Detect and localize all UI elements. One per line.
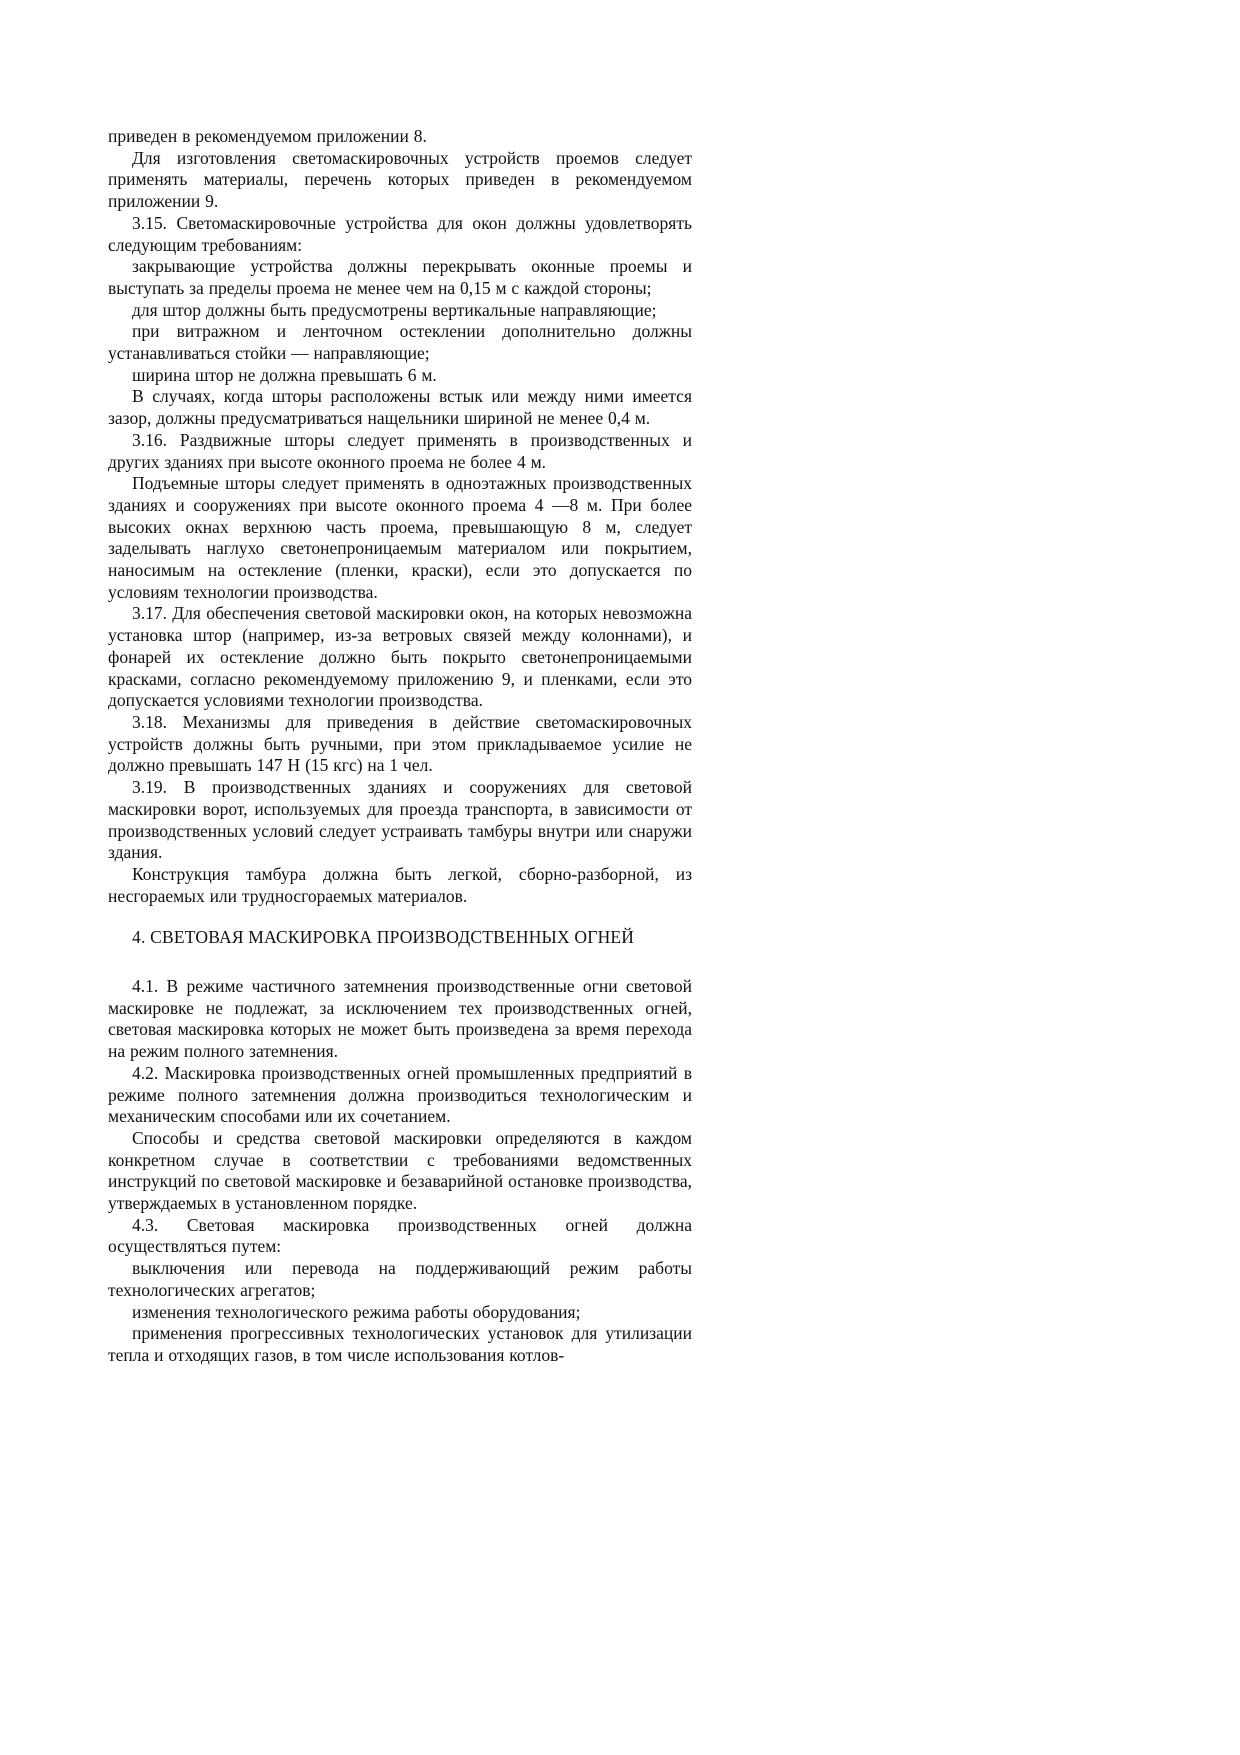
- paragraph: 3.19. В производственных зданиях и сооружениях для световой маскировки ворот, используемых для проезда транспорта, в зависимости от производственных условий следует устраивать тамбуры внутри или снаружи здания.: [108, 777, 692, 863]
- paragraph: 3.18. Механизмы для приведения в действие светомаскировочных устройств должны быть ручными, при этом прикладываемое усилие не должно превышать 147 Н (15 кгс) на 1 чел.: [108, 711, 692, 776]
- paragraph: ширина штор не должна превышать 6 м.: [132, 364, 437, 385]
- paragraph: при витражном и ленточном остеклении дополнительно должны устанавливаться стойки — направляющие;: [108, 321, 692, 364]
- paragraph: приведен в рекомендуемом приложении 8.: [108, 126, 427, 146]
- text-column: [108, 126, 692, 1367]
- paragraph: Конструкция тамбура должна быть легкой, сборно-разборной, из несгораемых или трудносгораемых материалов.: [108, 863, 692, 906]
- paragraph: В случаях, когда шторы расположены встык или между ними имеется зазор, должны предусматриваться нащельники шириной не менее 0,4 м.: [108, 386, 692, 429]
- paragraph: 4.1. В режиме частичного затемнения производственные огни световой маскировке не подлежат, за исключением тех производственных огней, световая маскировка которых не может быть произведена за время перехода на режим полного затемнения.: [108, 976, 692, 1062]
- paragraph: 3.17. Для обеспечения световой маскировки окон, на которых невозможна установка штор (например, из-за ветровых связей между колоннами), и фонарей их остекление должно быть покрыто светонепроницаемыми красками, согласно рекомендуемому приложению 9, и пленками, если это допускается условиями технологии производства.: [108, 603, 692, 711]
- paragraph: для штор должны быть предусмотрены вертикальные направляющие;: [132, 299, 657, 320]
- paragraph: 3.16. Раздвижные шторы следует применять в производственных и других зданиях при высоте оконного проема не более 4 м.: [108, 429, 692, 472]
- paragraph: применения прогрессивных технологических установок для утилизации тепла и отходящих газов, в том числе использования котлов-: [108, 1323, 692, 1365]
- section-heading: 4. СВЕТОВАЯ МАСКИРОВКА ПРОИЗВОДСТВЕННЫХ ОГНЕЙ: [132, 927, 635, 948]
- paragraph: Подъемные шторы следует применять в одноэтажных производственных зданиях и сооружениях при высоте оконного проема 4 —8 м. При более высоких окнах верхнюю часть проема, превышающую 8 м, следует заделывать наглухо светонепроницаемым материалом или покрытием, наносимым на остекление (пленки, краски), если это допускается по условиям технологии производства.: [108, 473, 692, 602]
- paragraph: Для изготовления светомаскировочных устройств проемов следует применять материалы, перечень которых приведен в рекомендуемом приложении 9.: [108, 147, 692, 212]
- paragraph: 3.15. Светомаскировочные устройства для окон должны удовлетворять следующим требованиям:: [108, 212, 692, 255]
- paragraph: 4.3. Световая маскировка производственных огней должна осуществляться путем:: [108, 1214, 692, 1257]
- paragraph: изменения технологического режима работы оборудования;: [132, 1301, 581, 1322]
- paragraph: закрывающие устройства должны перекрывать оконные проемы и выступать за пределы проема не менее чем на 0,15 м с каждой стороны;: [108, 256, 692, 298]
- paragraph: 4.2. Маскировка производственных огней промышленных предприятий в режиме полного затемнения должна производиться технологическим и механическим способами или их сочетанием.: [108, 1062, 692, 1127]
- paragraph: Способы и средства световой маскировки определяются в каждом конкретном случае в соответствии с требованиями ведомственных инструкций по световой маскировке и безаварийной остановке производства, утверждаемых в установленном порядке.: [108, 1127, 692, 1214]
- paragraph: выключения или перевода на поддерживающий режим работы технологических агрегатов;: [108, 1258, 692, 1300]
